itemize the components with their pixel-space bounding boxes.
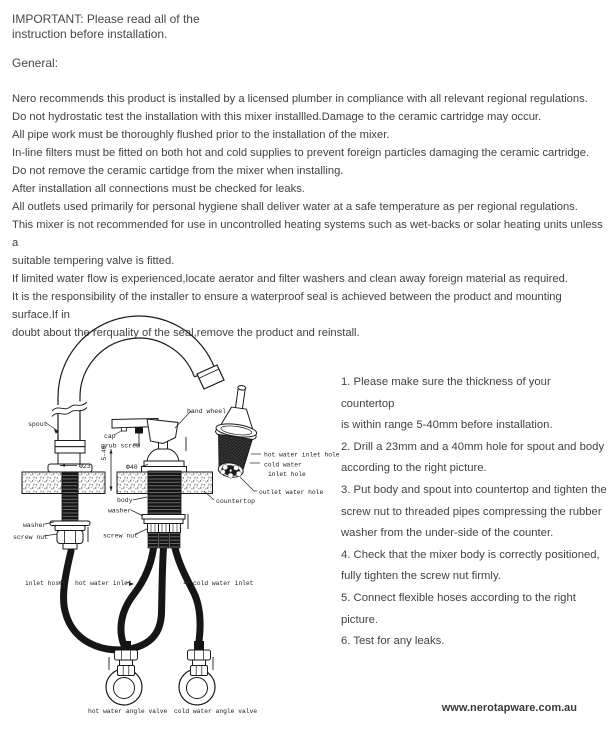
step-line: 6. Test for any leaks. xyxy=(341,635,445,648)
important-header xyxy=(12,12,200,42)
website-url: www.nerotapware.com.au xyxy=(441,702,577,714)
hand-wheel-label: hand wheel xyxy=(187,408,227,415)
step-line: 5. Connect flexible hoses according to the right xyxy=(341,591,576,604)
note-line: In-line filters must be fitted on both hot and cold supplies to prevent foreign particles damaging the ceramic cartridge. xyxy=(12,147,590,159)
step-line: 2. Drill a 23mm and a 40mm hole for spout and body xyxy=(341,440,605,453)
important-header-line2: instruction before installation. xyxy=(12,27,168,41)
step-line: screw nut to threaded pipes compressing the rubber xyxy=(341,505,602,518)
important-header-line1: IMPORTANT: Please read all of the xyxy=(12,12,200,26)
note-line: This mixer is not recommended for use in uncontrolled heating systems such as wet-backs or solar heating units unless a xyxy=(12,219,603,249)
grub-screw-label: grub screw xyxy=(101,442,141,450)
cold-water-angle-valve xyxy=(179,641,215,705)
installation-steps xyxy=(341,372,607,653)
body-threaded-shank xyxy=(148,471,181,515)
hot-water-inlet-hole-label: hot water inlet hole xyxy=(264,451,340,459)
general-label: General: xyxy=(12,56,59,70)
cold-angle-valve-label: cold water angle valve xyxy=(174,708,258,715)
note-line: Do not hydrostatic test the installation with this mixer installled.Damage to the ceramic cartridge may occur. xyxy=(12,111,542,123)
hot-water-inlet-label: hot water inlet xyxy=(75,580,132,587)
note-line: After installation all connections must be checked for leaks. xyxy=(12,183,305,195)
cartridge-detail xyxy=(209,383,263,481)
cold-water-label-line2: inlet hole xyxy=(268,471,306,478)
washer-mid-label: washer xyxy=(108,507,132,515)
note-line: Do not remove the ceramic cartidge from the mixer when installing. xyxy=(12,165,344,177)
hot-water-inlet-hose xyxy=(121,548,154,649)
dia23-label: Φ23 xyxy=(79,463,91,470)
step-line: 3. Put body and spout into countertop and tighten the xyxy=(341,483,607,496)
hot-angle-valve-label: hot water angle valve xyxy=(88,708,168,715)
step-line: fully tighten the screw nut firmly. xyxy=(341,570,501,583)
step-line: picture. xyxy=(341,613,379,626)
faucet-installation-diagram xyxy=(0,300,340,731)
countertop-thickness-dimension xyxy=(110,449,113,491)
washer-left-label: washer xyxy=(23,522,47,529)
body-label: body xyxy=(117,497,133,504)
step-line: according to the right picture. xyxy=(341,462,487,475)
note-line: All outlets used primarily for personal hygiene shall deliver water at a safe temperature as per regional regulations. xyxy=(12,201,578,213)
spout-washer-nut xyxy=(50,521,90,549)
countertop-section xyxy=(22,472,213,494)
cold-water-inlet-label: cold water inlet xyxy=(193,580,254,587)
screw-nut-left-label: screw nut xyxy=(13,534,49,541)
cold-water-label-line1: cold water xyxy=(264,461,302,469)
note-line: doubt about the rerquality of the seal,remove the product and reinstall. xyxy=(12,327,360,339)
note-line: suitable tempering valve is fitted. xyxy=(12,255,175,267)
spout-label: spout xyxy=(28,421,48,428)
outlet-water-hole-label: outlet water hole xyxy=(259,489,324,496)
countertop-label: countertop xyxy=(216,498,256,505)
cold-water-inlet-hose xyxy=(175,548,200,649)
body-washer-nut xyxy=(142,515,185,549)
dia40-label: Φ40 xyxy=(126,464,138,471)
note-line: If limited water flow is experienced,locate aerator and filter washers and clean away foreign material as required. xyxy=(12,273,568,285)
note-line: All pipe work must be thoroughly flushed prior to the installation of the mixer. xyxy=(12,129,390,141)
note-line: It is the responsibility of the installer to ensure a waterproof seal is achieved between the product and mounting surface.If in xyxy=(12,291,562,321)
cap-label: cap xyxy=(104,433,116,440)
flexible-hoses xyxy=(64,548,201,650)
spout-threaded-shank xyxy=(62,472,78,521)
inlet-hose-label: inlet hose xyxy=(25,580,63,587)
countertop-thickness-label: 5-40 xyxy=(101,445,108,461)
step-line: is within range 5-40mm before installation. xyxy=(341,419,553,432)
note-line: Nero recommends this product is installed by a licensed plumber in compliance with all relevant regional regulations. xyxy=(12,93,588,105)
step-line: washer from the under-side of the counter. xyxy=(341,527,554,540)
screw-nut-mid-label: screw nut xyxy=(103,532,139,540)
step-line: 1. Please make sure the thickness of your countertop xyxy=(341,376,551,410)
step-line: 4. Check that the mixer body is correctly positioned, xyxy=(341,548,600,561)
